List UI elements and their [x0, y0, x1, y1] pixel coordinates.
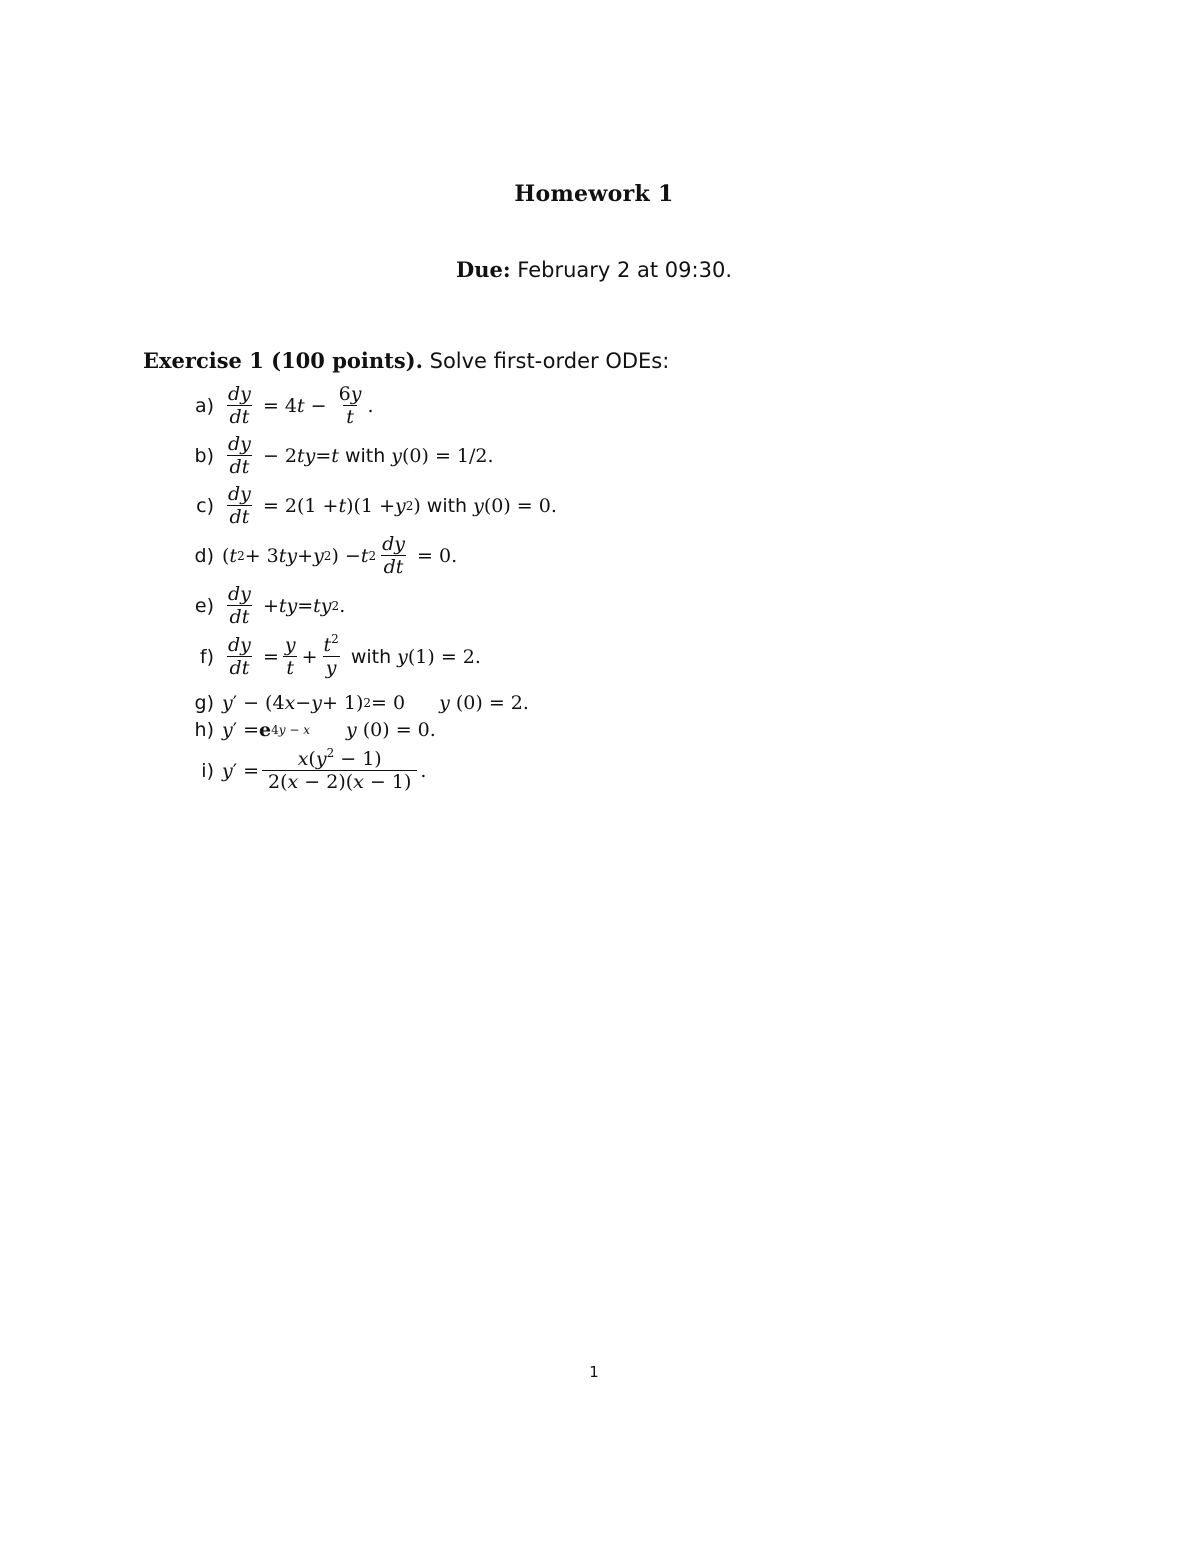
exercise-heading: Exercise 1 (100 points).	[143, 348, 423, 373]
item-b-equation: $\frac{dy}{dt}$ − 2 ty = t with y (0) = 1/2.	[228, 433, 494, 478]
item-f-equation: $\frac{dy}{dt}$ = $\frac{y}{t}$ + $\frac{t^2}{y}$ with y (1) = 2.	[228, 632, 481, 679]
due-label: Due:	[455, 257, 511, 282]
item-c-label: c)	[196, 494, 214, 517]
item-c-with: with	[426, 494, 468, 517]
item-a	[180, 383, 374, 428]
item-g-equation: y ′ − (4 x − y + 1) 2 = 0 y (0) = 2.	[222, 692, 529, 714]
item-e-label: e)	[194, 594, 214, 617]
exercise-intro: Solve first-order ODEs:	[429, 349, 670, 373]
item-d	[180, 533, 457, 578]
item-c-equation: $\frac{dy}{dt}$ = 2(1 + t )(1 + y 2 ) with y (0) = 0.	[228, 483, 557, 528]
due-text: February 2 at 09:30.	[517, 258, 733, 282]
due-date-line	[0, 257, 1188, 282]
item-d-equation: ( t 2 + 3 ty + y 2 ) − t 2 $\frac{dy}{dt}$ = 0.	[222, 533, 458, 578]
item-g	[180, 692, 529, 714]
item-b-label: b)	[194, 444, 214, 467]
item-e	[180, 583, 345, 628]
item-h-label: h)	[194, 719, 214, 741]
item-a-label: a)	[194, 394, 214, 417]
item-g-label: g)	[194, 692, 214, 714]
item-h	[180, 719, 436, 741]
exercise-heading-line	[143, 348, 669, 373]
page-number: 1	[589, 1363, 599, 1381]
item-h-equation: y ′ = e 4y − x y (0) = 0.	[222, 719, 436, 741]
item-e-equation: $\frac{dy}{dt}$ + ty = ty 2 .	[228, 583, 346, 628]
item-b-with: with	[344, 444, 386, 467]
item-b	[180, 433, 494, 478]
item-f	[180, 634, 481, 679]
item-f-label: f)	[199, 645, 214, 668]
item-f-with: with	[350, 645, 392, 668]
item-a-equation: $\frac{dy}{dt}$ = 4 t − $\frac{6y}{t}$ .	[228, 383, 374, 428]
item-i-label: i)	[201, 759, 214, 782]
page-title: Homework 1	[514, 181, 674, 207]
item-i	[180, 748, 426, 793]
item-i-equation: y ′ = $\frac{x(y^2 - 1)}{2(x - 2)(x - 1)}$ .	[222, 746, 427, 793]
item-d-label: d)	[194, 544, 214, 567]
item-c	[180, 483, 557, 528]
